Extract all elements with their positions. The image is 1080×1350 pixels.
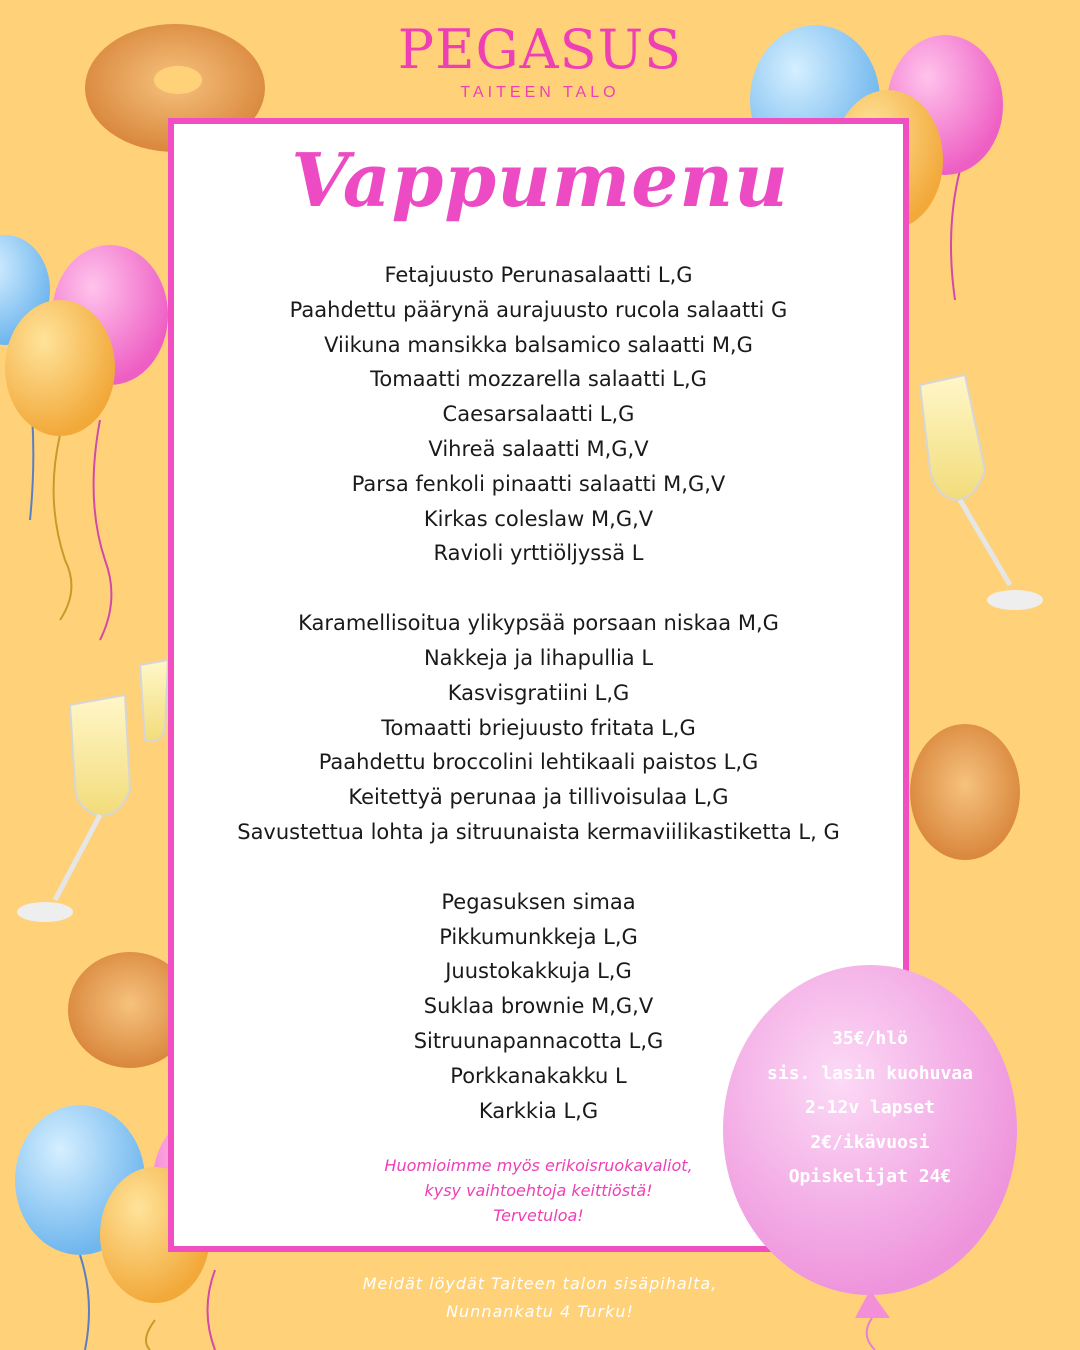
brand-subtitle: TAITEEN TALO	[460, 84, 620, 101]
menu-item: Vihreä salaatti M,G,V	[428, 436, 649, 461]
price-line: 2-12v lapset	[804, 1097, 936, 1118]
menu-item: Tomaatti mozzarella salaatti L,G	[370, 367, 707, 392]
menu-item: Paahdettu päärynä aurajuusto rucola salaatti G	[289, 297, 788, 322]
menu-list	[168, 258, 909, 1128]
location-footer	[0, 1270, 1080, 1326]
menu-item: Parsa fenkoli pinaatti salaatti M,G,V	[351, 471, 726, 496]
menu-item: Keitettyä perunaa ja tillivoisulaa L,G	[348, 785, 729, 810]
note-line: kysy vaihtoehtoja keittiöstä!	[424, 1181, 653, 1200]
note-line: Tervetuloa!	[493, 1206, 584, 1225]
menu-item: Karamellisoitua ylikypsää porsaan niskaa M,G	[298, 611, 779, 636]
menu-item: Ravioli yrttiöljyssä L	[433, 541, 644, 566]
footer-line: Meidät löydät Taiteen talon sisäpihalta,	[362, 1274, 718, 1293]
section-divider	[168, 850, 909, 885]
menu-item: Viikuna mansikka balsamico salaatti M,G	[324, 332, 753, 357]
note-line: Huomioimme myös erikoisruokavaliot,	[384, 1156, 693, 1175]
menu-item: Porkkanakakku L	[450, 1063, 627, 1088]
menu-item: Pikkumunkkeja L,G	[439, 924, 638, 949]
section-divider	[168, 571, 909, 606]
price-line: 2€/ikävuosi	[810, 1131, 930, 1153]
price-info	[760, 1022, 980, 1195]
menu-item: Tomaatti briejuusto fritata L,G	[381, 715, 696, 740]
menu-item: Kirkas coleslaw M,G,V	[423, 506, 654, 531]
price-line: 35€/hlö	[832, 1028, 908, 1049]
price-line: Opiskelijat 24€	[788, 1166, 952, 1187]
footer-line: Nunnankatu 4 Turku!	[446, 1302, 634, 1321]
menu-item: Sitruunapannacotta L,G	[413, 1028, 664, 1053]
price-line: sis. lasin kuohuvaa	[767, 1062, 973, 1084]
menu-item: Kasvisgratiini L,G	[447, 680, 630, 705]
menu-item: Paahdettu broccolini lehtikaali paistos L,G	[318, 750, 759, 775]
menu-item: Fetajuusto Perunasalaatti L,G	[384, 263, 693, 287]
menu-item: Nakkeja ja lihapullia L	[423, 645, 654, 670]
brand-name: PEGASUS	[397, 18, 683, 81]
menu-item: Juustokakkuja L,G	[445, 959, 632, 984]
menu-item: Suklaa brownie M,G,V	[423, 994, 654, 1019]
menu-item: Karkkia L,G	[478, 1098, 599, 1123]
menu-item: Savustettua lohta ja sitruunaista kermaviilikastiketta L, G	[237, 819, 840, 844]
menu-item: Pegasuksen simaa	[441, 889, 636, 914]
menu-title: Vappumenu	[291, 138, 789, 224]
menu-item: Caesarsalaatti L,G	[442, 402, 635, 427]
